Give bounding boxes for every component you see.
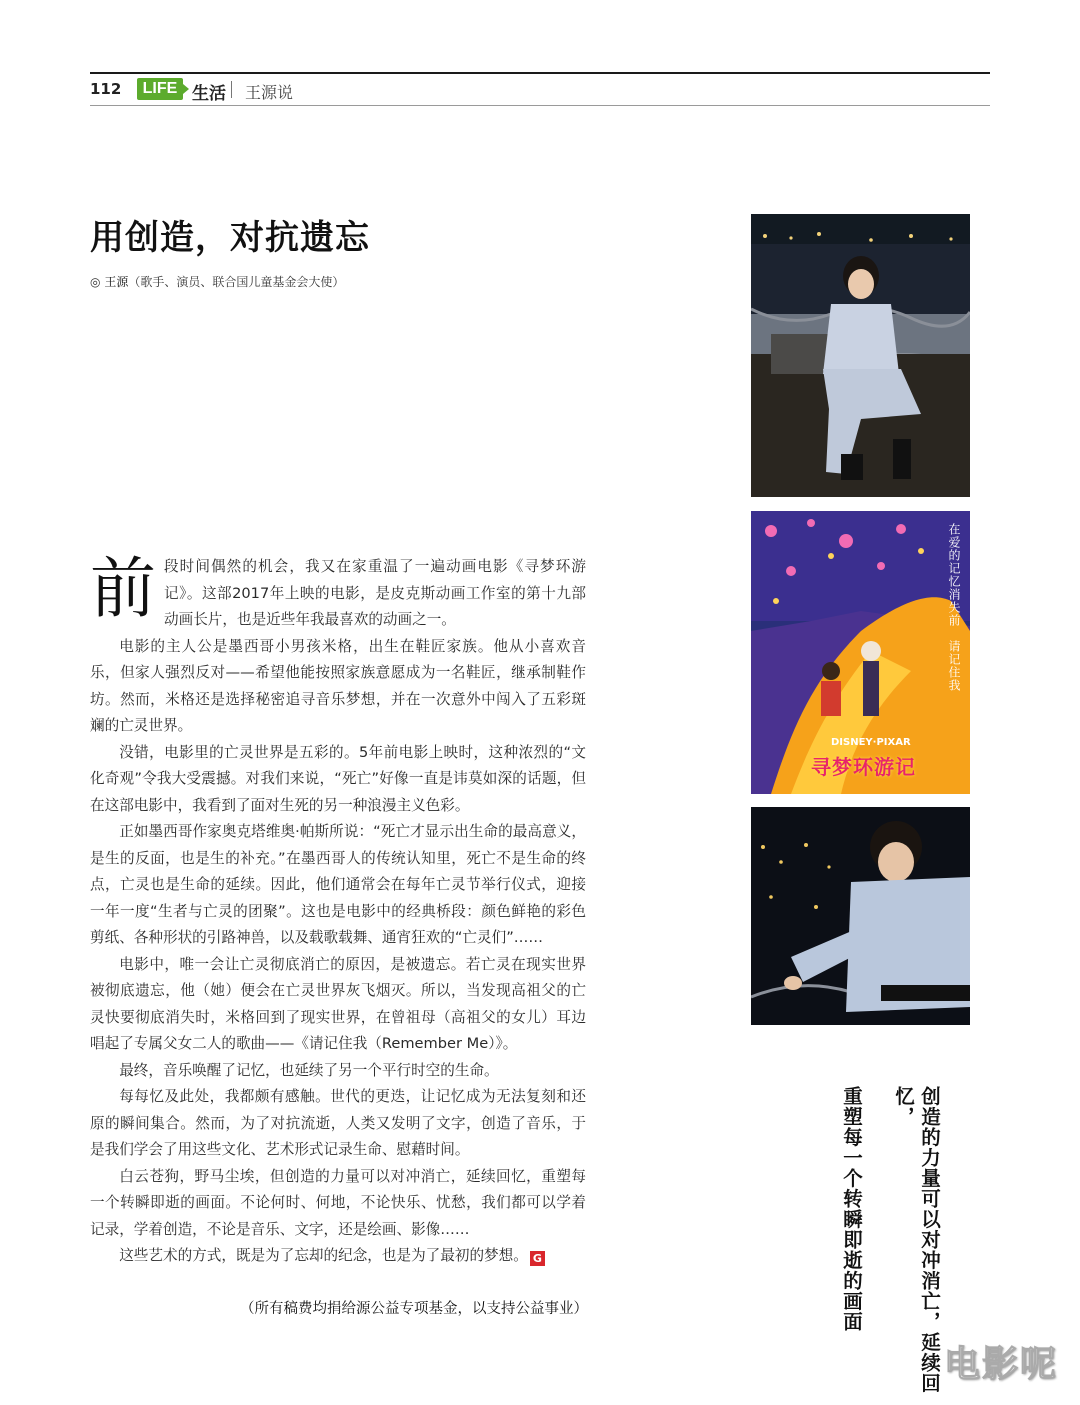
watermark: 电影呢: [943, 1344, 1058, 1385]
paragraph: 没错，电影里的亡灵世界是五彩的。5年前电影上映时，这种浓烈的“文化奇观”令我大受震撼。对我们来说，“死亡”好像一直是讳莫如深的话题，但在这部电影中，我看到了面对生死的另一种浪漫主义色彩。: [90, 743, 586, 814]
poster-tagline: 在爱的记忆消失前 请记住我: [947, 523, 961, 692]
drop-cap: 前: [90, 550, 156, 627]
author-name: 王源: [104, 275, 129, 289]
donation-note: （所有稿费均捐给源公益专项基金，以支持公益事业）: [240, 1301, 588, 1317]
paragraph: 白云苍狗，野马尘埃，但创造的力量可以对冲消亡，延续回忆，重塑每一个转瞬即逝的画面。不论何时、何地，不论快乐、忧愁，我们都可以学着记录，学着创造，不论是音乐、文字，还是绘画、影像……: [90, 1167, 586, 1238]
byline-mark: ◎: [90, 275, 101, 289]
header-separator: [231, 81, 232, 98]
photo-movie-poster: [751, 511, 970, 794]
header-rule-top: [90, 72, 990, 74]
page-number: 112: [90, 80, 122, 98]
pull-quote-line2: 重塑每一个转瞬即逝的画面: [840, 1086, 863, 1332]
life-badge: LIFE: [137, 78, 183, 100]
column-name: 王源说: [245, 83, 294, 102]
paragraph: 这些艺术的方式，既是为了忘却的纪念，也是为了最初的梦想。 G: [90, 1243, 586, 1270]
photo-portrait-seated: [751, 214, 970, 497]
paragraph: 电影的主人公是墨西哥小男孩米格，出生在鞋匠家族。他从小喜欢音乐，但家人强烈反对——希望他能按照家族意愿成为一名鞋匠，继承制鞋作坊。然而，米格还是选择秘密追寻音乐梦想，并在一次意外中闯入了五彩斑斓的亡灵世界。: [90, 637, 586, 734]
section-label: 生活: [192, 84, 226, 104]
paragraph: 前段时间偶然的机会，我又在家重温了一遍动画电影《寻梦环游记》。这部2017年上映的电影，是皮克斯动画工作室的第十九部动画长片，也是近些年我最喜欢的动画之一。: [90, 550, 586, 628]
byline: [90, 273, 344, 290]
paragraph: 每每忆及此处，我都颇有感触。世代的更迭，让记忆成为无法复刻和还原的瞬间集合。然而，为了对抗流逝，人类又发明了文字，创造了音乐，于是我们学会了用这些文化、艺术形式记录生命、慰藉时间。: [90, 1088, 586, 1158]
author-roles: （歌手、演员、联合国儿童基金会大使）: [128, 275, 345, 289]
article-body: [90, 550, 586, 1270]
photo-portrait-leaning: [751, 807, 970, 1025]
poster-title: 寻梦环游记: [811, 755, 916, 779]
paragraph: 电影中，唯一会让亡灵彻底消亡的原因，是被遗忘。若亡灵在现实世界被彻底遗忘，他（她）便会在亡灵世界灰飞烟灭。所以，当发现高祖父的亡灵快要彻底消失时，米格回到了现实世界，在曾祖母（高祖父的女儿）耳边唱起了专属父女二人的歌曲——《请记住我（Remember Me）》。: [90, 955, 586, 1052]
end-mark-icon: G: [530, 1251, 545, 1266]
paragraph: 正如墨西哥作家奥克塔维奥·帕斯所说：“死亡才显示出生命的最高意义，是生的反面，也是生的补充。”在墨西哥人的传统认知里，死亡不是生命的终点，亡灵也是生命的延续。因此，他们通常会在每年亡灵节举行仪式，迎接一年一度“生者与亡灵的团聚”。这也是电影中的经典桥段：颜色鲜艳的彩色剪纸、各种形状的引路神兽，以及载歌载舞、通宵狂欢的“亡灵们”……: [90, 823, 586, 946]
article-title: 用创造，对抗遗忘: [90, 218, 370, 258]
paragraph: 最终，音乐唤醒了记忆，也延续了另一个平行时空的生命。: [119, 1061, 499, 1079]
header-rule-bottom: [90, 105, 990, 106]
poster-brand: DISNEY·PIXAR: [831, 737, 911, 748]
pull-quote-line1: 创造的力量可以对冲消亡，延续回忆，: [892, 1086, 941, 1394]
